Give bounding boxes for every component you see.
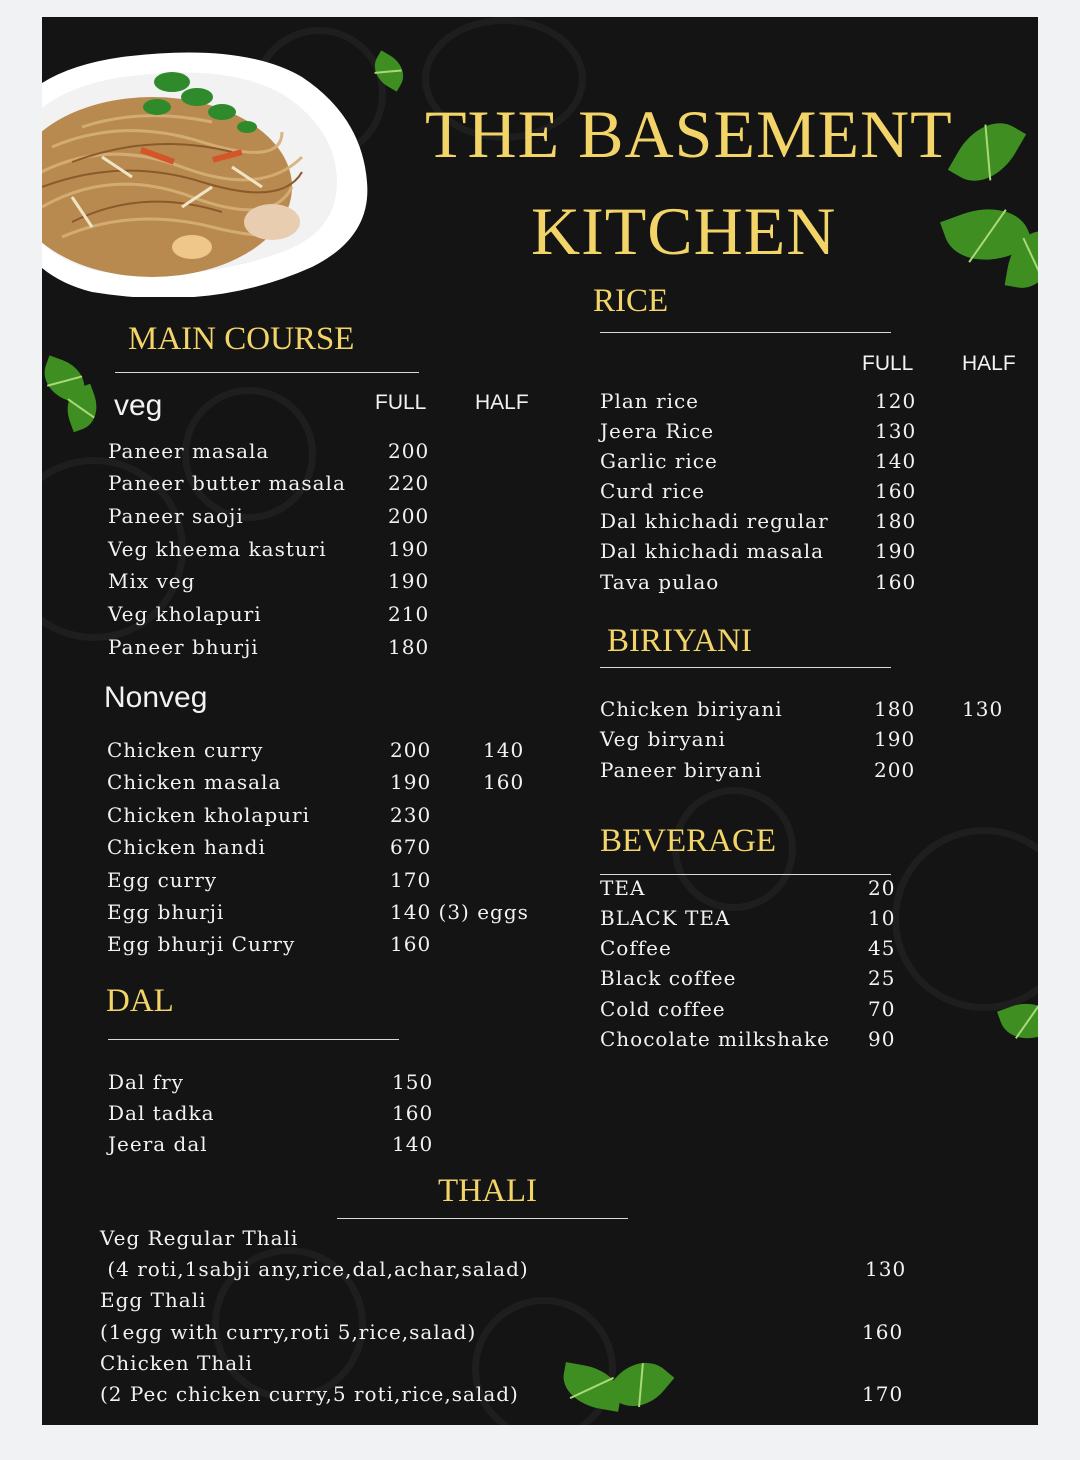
menu-item-price-half: 140 xyxy=(483,738,525,762)
menu-item-name: Garlic rice xyxy=(600,449,718,473)
menu-item-name: Dal tadka xyxy=(108,1101,215,1125)
menu-item-price-half: 130 xyxy=(962,697,1004,721)
menu-item-price-full: 200 xyxy=(874,758,916,782)
rice-divider xyxy=(600,332,891,333)
menu-item-price-full: 140 xyxy=(392,1132,434,1156)
thali-price: 130 xyxy=(865,1257,907,1281)
beverage-heading: BEVERAGE xyxy=(600,823,776,859)
veg-label: veg xyxy=(114,389,163,422)
restaurant-title-line1: THE BASEMENT xyxy=(425,96,953,172)
thali-price: 160 xyxy=(862,1320,904,1344)
thali-name: Egg Thali xyxy=(100,1288,207,1312)
menu-item-price: 25 xyxy=(868,966,896,990)
menu-item-name: Egg bhurji xyxy=(107,900,225,924)
menu-item-price-full: 190 xyxy=(874,727,916,751)
thali-description: (1egg with curry,roti 5,rice,salad) xyxy=(100,1320,477,1344)
menu-item-name: Jeera dal xyxy=(108,1132,208,1156)
menu-item-price-full: 160 xyxy=(392,1101,434,1125)
menu-item-name: Mix veg xyxy=(108,569,196,593)
menu-item-name: Veg kheema kasturi xyxy=(108,537,327,561)
menu-item-name: Black coffee xyxy=(600,966,737,990)
menu-item-price-full: 210 xyxy=(388,602,430,626)
veg-col-half: HALF xyxy=(475,391,529,414)
menu-item-price-full: 160 xyxy=(390,932,432,956)
basil-leaf-icon xyxy=(948,109,1026,195)
menu-item-name: Dal khichadi regular xyxy=(600,509,829,533)
menu-item-name: Cold coffee xyxy=(600,997,726,1021)
menu-item-name: Egg bhurji Curry xyxy=(107,932,296,956)
menu-item-name: Veg kholapuri xyxy=(108,602,262,626)
nonveg-label: Nonveg xyxy=(104,681,208,714)
menu-item-name: Chocolate milkshake xyxy=(600,1027,830,1051)
rice-heading: RICE xyxy=(593,283,669,319)
veg-col-full: FULL xyxy=(375,391,427,414)
swirl-decoration xyxy=(892,827,1038,1011)
menu-item-name: Tava pulao xyxy=(600,570,720,594)
menu-item-price-full: 170 xyxy=(390,868,432,892)
menu-item-name: Chicken handi xyxy=(107,835,266,859)
menu-item-name: BLACK TEA xyxy=(600,906,731,930)
menu-item-price-full: 130 xyxy=(875,419,917,443)
menu-item-name: Jeera Rice xyxy=(600,419,715,443)
menu-item-price-full: 190 xyxy=(390,770,432,794)
menu-item-name: Paneer biryani xyxy=(600,758,763,782)
menu-item-name: Paneer masala xyxy=(108,439,270,463)
thali-heading: THALI xyxy=(438,1173,537,1209)
menu-page xyxy=(42,17,1038,1425)
menu-item-name: Dal khichadi masala xyxy=(600,539,825,563)
menu-item-name: Chicken biriyani xyxy=(600,697,783,721)
menu-item-price-full: 160 xyxy=(875,479,917,503)
thali-price: 170 xyxy=(862,1382,904,1406)
menu-item-price-full: 190 xyxy=(388,569,430,593)
menu-item-name: Coffee xyxy=(600,936,672,960)
thali-divider xyxy=(337,1218,628,1219)
menu-item-name: Egg curry xyxy=(107,868,218,892)
biriyani-heading: BIRIYANI xyxy=(607,623,752,659)
dal-heading: DAL xyxy=(106,983,174,1019)
menu-item-name: Paneer saoji xyxy=(108,504,244,528)
thali-name: Chicken Thali xyxy=(100,1351,253,1375)
thali-description: (4 roti,1sabji any,rice,dal,achar,salad) xyxy=(100,1257,529,1281)
menu-item-name: Dal fry xyxy=(108,1070,184,1094)
menu-item-price-full: 180 xyxy=(874,697,916,721)
menu-item-name: Chicken curry xyxy=(107,738,264,762)
menu-item-price-full: 190 xyxy=(388,537,430,561)
menu-item-price: 70 xyxy=(868,997,896,1021)
noodle-plate-image xyxy=(42,37,382,297)
menu-item-name: Paneer butter masala xyxy=(108,471,346,495)
menu-item-price-full: 200 xyxy=(388,504,430,528)
thali-name: Veg Regular Thali xyxy=(100,1226,299,1250)
menu-item-price: 20 xyxy=(868,876,896,900)
menu-item-name: Curd rice xyxy=(600,479,705,503)
menu-item-name: TEA xyxy=(600,876,646,900)
menu-item-price-full: 190 xyxy=(875,539,917,563)
rice-col-half: HALF xyxy=(962,352,1016,375)
menu-item-price-full: 150 xyxy=(392,1070,434,1094)
main-course-divider xyxy=(115,372,419,373)
menu-item-price-full: 140 xyxy=(875,449,917,473)
menu-item-name: Chicken kholapuri xyxy=(107,803,310,827)
menu-item-price-full: 120 xyxy=(875,389,917,413)
menu-item-price-half: 160 xyxy=(483,770,525,794)
menu-item-price: 10 xyxy=(868,906,896,930)
menu-item-price: 90 xyxy=(868,1027,896,1051)
rice-col-full: FULL xyxy=(862,352,914,375)
menu-item-price-full: 670 xyxy=(390,835,432,859)
menu-item-name: Paneer bhurji xyxy=(108,635,259,659)
menu-item-price-full: 230 xyxy=(390,803,432,827)
menu-item-price: 45 xyxy=(868,936,896,960)
beverage-divider xyxy=(600,874,891,875)
menu-item-price-full: 160 xyxy=(875,570,917,594)
menu-item-name: Chicken masala xyxy=(107,770,282,794)
restaurant-title-line2: KITCHEN xyxy=(531,193,837,269)
dal-divider xyxy=(108,1039,399,1040)
thali-description: (2 Pec chicken curry,5 roti,rice,salad) xyxy=(100,1382,519,1406)
menu-item-name: Plan rice xyxy=(600,389,700,413)
menu-item-price-full: 220 xyxy=(388,471,430,495)
menu-item-price-full: 140 (3) eggs xyxy=(390,900,529,924)
biriyani-divider xyxy=(600,667,891,668)
menu-item-price-full: 180 xyxy=(875,509,917,533)
menu-item-price-full: 200 xyxy=(388,439,430,463)
menu-item-price-full: 180 xyxy=(388,635,430,659)
main-course-heading: MAIN COURSE xyxy=(128,321,355,357)
menu-item-name: Veg biryani xyxy=(600,727,726,751)
menu-item-price-full: 200 xyxy=(390,738,432,762)
